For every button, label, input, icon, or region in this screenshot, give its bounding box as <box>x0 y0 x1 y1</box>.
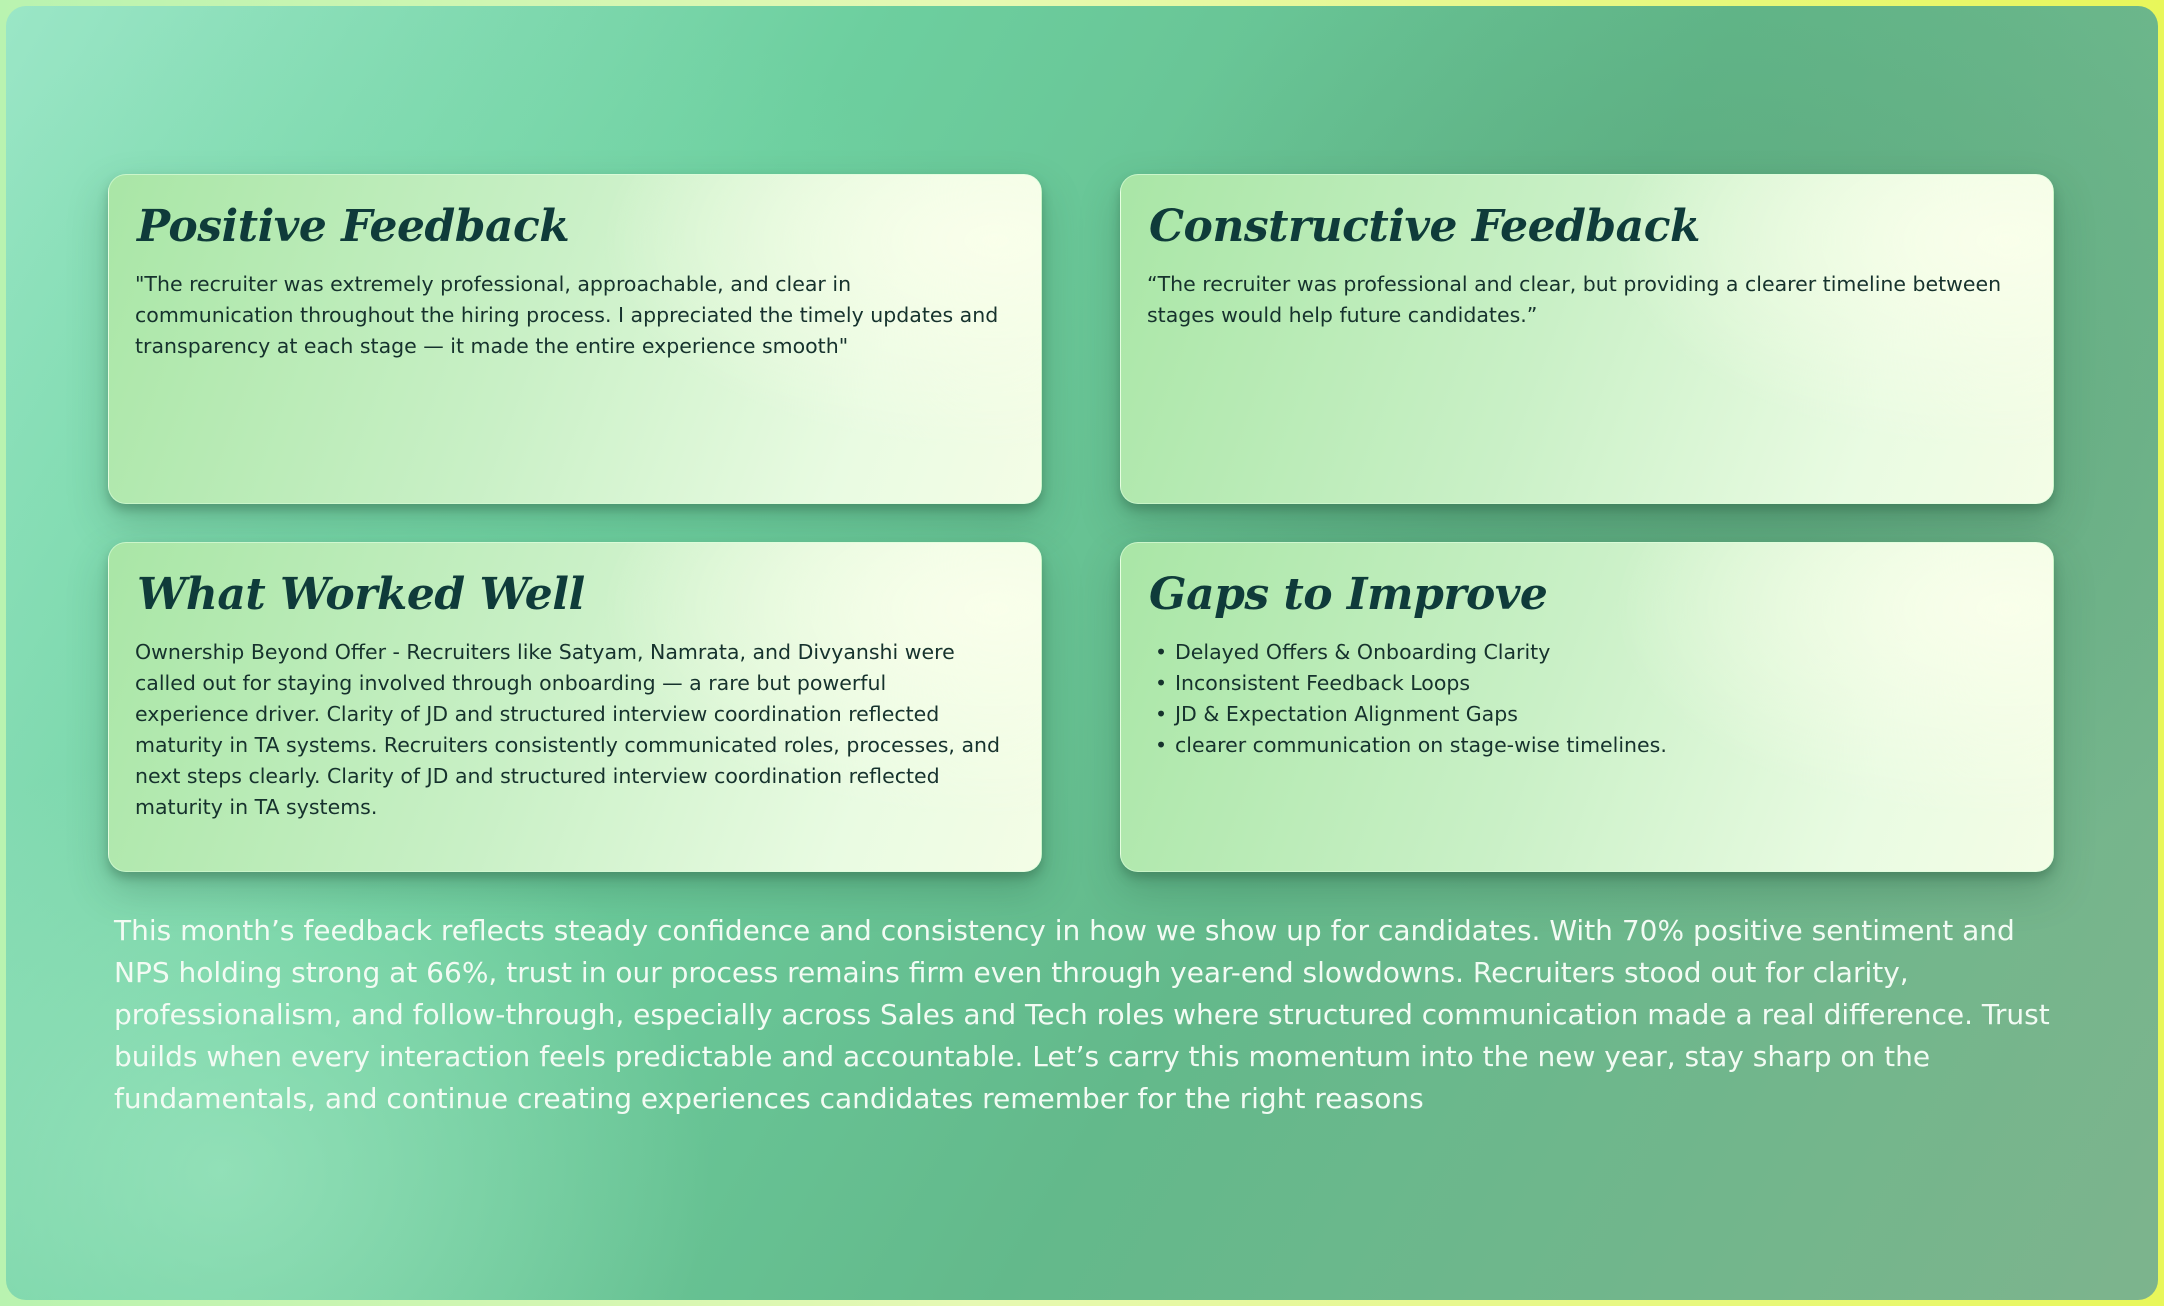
what-worked-well-card <box>108 542 1042 872</box>
gaps-to-improve-card <box>1120 542 2054 872</box>
gaps-list <box>1155 637 2023 761</box>
card-text: "The recruiter was extremely professional, approachable, and clear in communication throughout the hiring process. I appreciated the timely updates and transparency at each stage — it made the entire experience smooth" <box>135 272 999 359</box>
list-item: • JD & Expectation Alignment Gaps <box>1155 699 2023 730</box>
summary-paragraph: This month’s feedback reflects steady confidence and consistency in how we show up for candidates. With 70% positive sentiment and NPS holding strong at 66%, trust in our process remains firm even through year-end slowdowns. Recruiters stood out for clarity, professionalism, and follow-through, especially across Sales and Tech roles where structured communication made a real difference. Trust builds when every interaction feels predictable and accountable. Let’s carry this momentum into the new year, stay sharp on the fundamentals, and continue creating experiences candidates remember for the right reasons <box>114 914 2050 1115</box>
card-title: Constructive Feedback <box>1149 201 1700 252</box>
list-item: • clearer communication on stage-wise timelines. <box>1155 730 2023 761</box>
card-text: Ownership Beyond Offer - Recruiters like Satyam, Namrata, and Divyanshi were called out for staying involved through onboarding — a rare but powerful experience driver. Clarity of JD and structured interview coordination reflected maturity in TA systems. Recruiters consistently communicated roles, processes, and next steps clearly. Clarity of JD and structured interview coordination reflected maturity in TA systems. <box>135 640 1001 820</box>
card-title: Positive Feedback <box>137 201 570 252</box>
card-title: What Worked Well <box>137 569 585 620</box>
card-title: Gaps to Improve <box>1149 569 1548 620</box>
constructive-feedback-card <box>1120 174 2054 504</box>
list-item: • Delayed Offers & Onboarding Clarity <box>1155 637 2023 668</box>
positive-feedback-card <box>108 174 1042 504</box>
slide <box>6 6 2158 1300</box>
card-text: “The recruiter was professional and clear, but providing a clearer timeline between stages would help future candidates.” <box>1147 272 2002 328</box>
list-item: • Inconsistent Feedback Loops <box>1155 668 2023 699</box>
